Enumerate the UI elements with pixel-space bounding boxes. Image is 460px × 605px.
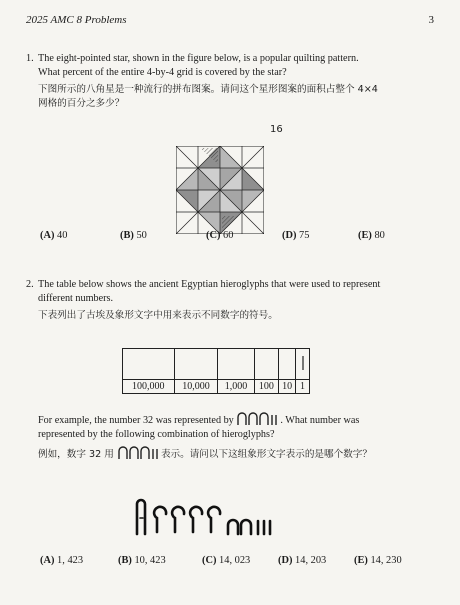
table-cell: 10,000 xyxy=(174,380,218,394)
hieroglyph-combination-figure xyxy=(130,492,290,536)
choice-b[interactable]: (B) 10, 423 xyxy=(118,555,166,566)
glyph-cell-1 xyxy=(296,349,310,380)
page-header xyxy=(26,14,434,30)
exam-title: 2025 AMC 8 Problems xyxy=(26,14,127,26)
choice-c[interactable]: (C) 14, 023 xyxy=(202,555,251,566)
choice-a[interactable]: (A) 40 xyxy=(40,230,68,241)
choice-e[interactable]: (E) 80 xyxy=(358,230,385,241)
glyph-cell-100000 xyxy=(123,349,175,380)
question-text-en: What percent of the entire 4-by-4 grid is covered by the star? xyxy=(38,67,287,78)
hieroglyph-table xyxy=(122,348,310,394)
question-text-zh: 网格的百分之多少？ xyxy=(38,98,125,109)
page-number: 3 xyxy=(428,14,434,26)
question-text-zh: 下表列出了古埃及象形文字中用来表示不同数字的符号。 xyxy=(38,310,278,321)
question-2 xyxy=(26,278,436,323)
eight-pointed-star-figure xyxy=(176,146,264,234)
choice-c[interactable]: (C) 60 xyxy=(206,230,234,241)
glyph-cell-10 xyxy=(279,349,296,380)
glyph-cell-100 xyxy=(254,349,279,380)
question-text-en: The table below shows the ancient Egyptian hieroglyphs that were used to represent xyxy=(38,279,381,290)
choice-a[interactable]: (A) 1, 423 xyxy=(40,555,84,566)
table-cell: 100 xyxy=(254,380,279,394)
stroke-glyph-icon xyxy=(299,352,307,374)
question-text-en: The eight-pointed star, shown in the figure below, is a popular quilting pattern. xyxy=(38,53,359,64)
question-number: 2. xyxy=(26,279,34,290)
choice-d[interactable]: (D) 14, 203 xyxy=(278,555,327,566)
choice-d[interactable]: (D) 75 xyxy=(282,230,310,241)
glyph-cell-10000 xyxy=(174,349,218,380)
table-cell: 1 xyxy=(296,380,310,394)
hieroglyph-32-icon xyxy=(236,412,280,426)
question-number: 1. xyxy=(26,53,34,64)
table-cell: 10 xyxy=(279,380,296,394)
answer-choices-q2 xyxy=(40,555,430,571)
choice-e[interactable]: (E) 14, 230 xyxy=(354,555,402,566)
hieroglyph-32-icon xyxy=(117,446,161,460)
answer-choices-q1 xyxy=(40,230,430,246)
table-cell: 100,000 xyxy=(123,380,175,394)
example-text: For example, the number 32 was represented by . What number was represented by the following combination of hieroglyphs? 例如，数字 32 用 表示。请问以下这组象形文字表示的是哪个数字？ xyxy=(26,412,436,462)
question-text-en: different numbers. xyxy=(38,293,114,304)
glyph-cell-1000 xyxy=(218,349,254,380)
table-cell: 1,000 xyxy=(218,380,254,394)
question-text-zh: 下图所示的八角星是一种流行的拼布图案。请问这个星形图案的面积占整个 4×4 xyxy=(38,84,378,95)
handwritten-note: 16 xyxy=(270,124,283,135)
question-1 xyxy=(26,52,436,111)
choice-b[interactable]: (B) 50 xyxy=(120,230,147,241)
